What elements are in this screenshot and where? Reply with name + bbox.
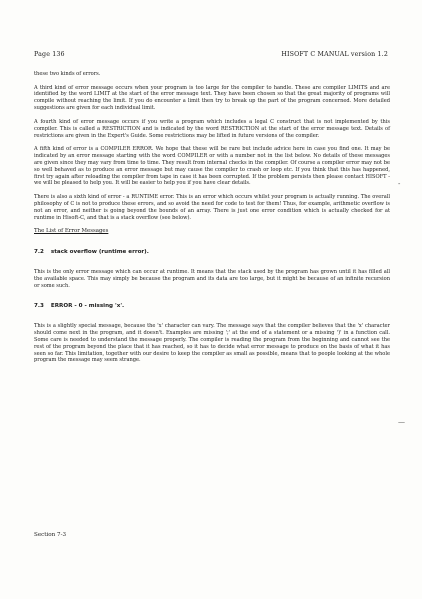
paragraph-restrictions: A fourth kind of error message occurs if you write a program which includes a legal C construct that is not implemented by this compiler. This is called a RESTRICTION and is indicated by the word RESTRICTION at the start of the error message text. Details of restrictions are given in the Expert's Guide. Some restrictions may be lifted in future versions of the compiler.: [34, 118, 390, 139]
error-7-2-heading: [34, 249, 390, 256]
manual-title: HISOFT C MANUAL version 1.2: [281, 51, 388, 58]
list-title: The List of Error Messages: [34, 228, 109, 235]
error-7-3-number: 7.3: [34, 303, 44, 310]
error-7-2-number: 7.2: [34, 249, 44, 256]
page-footer: Section 7-3: [34, 532, 67, 538]
paragraph-compiler-error: A fifth kind of error is a COMPILER ERROR. We hope that these will be rare but include advice here in case you find one. It may be indicated by an error message starting with the word COMPILER or with a number not in the list below. No details of these messages are given since they may vary from time to time. They result from internal checks in the compiler. Of course a compiler error may not be so well behaved as to produce an error message but may cause the compiler to crash or loop etc. If you think that this has happened, first try again after reloading the compiler from tape in case it has been corrupted. If the problem persists then please contact HISOFT - we will be pleased to help you. It will be easier to help you if you have clear details.: [34, 146, 390, 187]
margin-mark-top: -: [398, 180, 401, 188]
paragraph-runtime-error: There is also a sixth kind of error - a RUNTIME error. This is an error which occurs whilst your program is actually running. The overall philosophy of C is not to produce these errors, and so avoid the need for code to test for them! Thus, for example, arithmetic overflow is not an error, and neither is going beyond the bounds of an array. There is just one error condition which is actually checked for at runtime in Hisoft-C, and that is a stack overflow (see below).: [34, 194, 390, 221]
error-7-3-text: This is a slightly special message, because the 'x' character can vary. The message says that the compiler believes that the 'x' character should come next in the program, and it doesn't. Examples are missing ';' at the end of a statement or a missing ')' in a function call. Some care is needed to understand the message properly. The compiler is reading the program from the beginning and cannot see the rest of the program beyond the place that it has reached, so it has to decide what error message to produce on the basis of what it has seen so far. This limitation, together with our desire to keep the compiler as small as possible, means that to people looking at the whole program the message may seem strange.: [34, 323, 390, 364]
error-7-2-text: This is the only error message which can occur at runtime. It means that the stack used by the program has grown until it has filled all the available space. This may simply be because the program and its data are too large, but it might be because of an infinite recursion or some such.: [34, 268, 390, 289]
paragraph-intro: these two kinds of errors.: [34, 71, 101, 77]
margin-mark-bottom: —: [398, 418, 405, 426]
error-7-2-title: stack overflow (runtime error).: [50, 249, 149, 256]
error-7-3-heading: [34, 303, 390, 310]
error-7-3-title: ERROR - 0 - missing 'x'.: [50, 303, 125, 310]
page-number: Page 136: [34, 51, 65, 58]
paragraph-limits: A third kind of error message occurs when your program is too large for the compiler to handle. These are compiler LIMITS and are identified by the word LIMIT at the start of the error message text. They have been chosen so that the great majority of programs will compile without reaching the limit. If you do encounter a limit then try to break up the part of the program concerned. More detailed suggestions are given for each individual limit.: [34, 84, 390, 112]
page-body: [34, 71, 390, 371]
